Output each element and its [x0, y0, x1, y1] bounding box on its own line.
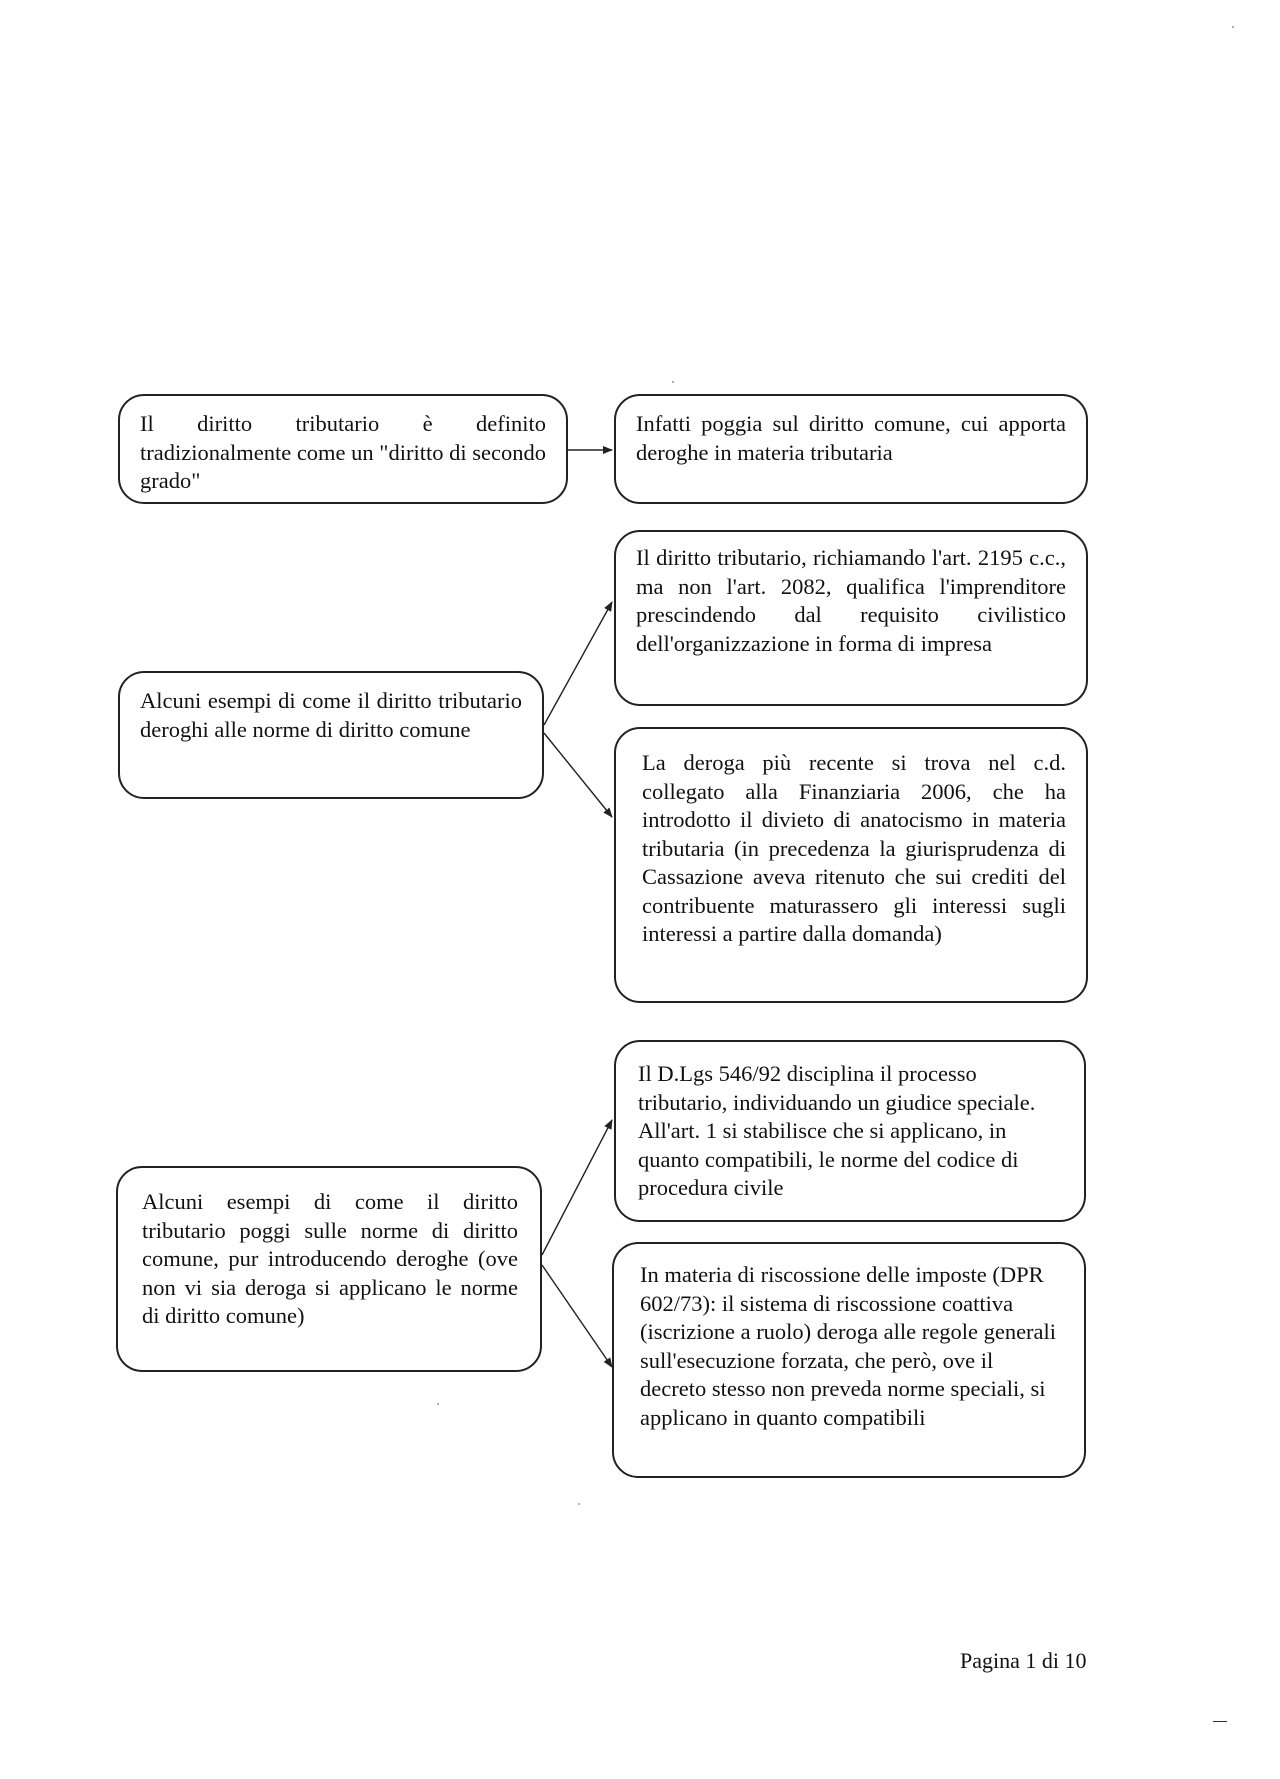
arrow-derogation-to-anatocism [544, 733, 612, 817]
arrow-derogation-to-entrepreneur [544, 602, 612, 725]
scan-speck [578, 1503, 580, 1505]
box-tax-process-text: Il D.Lgs 546/92 disciplina il processo tributario, individuando un giudice speciale. All'art. 1 si stabilisce che si applicano, in quanto compatibili, le norme del codice di procedura civile [638, 1061, 1036, 1200]
box-anatocism-ban-text: La deroga più recente si trova nel c.d. collegato alla Finanziaria 2006, che ha introdotto il divieto di anatocismo in materia tributaria (in precedenza la giurisprudenza di Cassazione aveva ritenuto che sui crediti del contribuente maturassero gli interessi sugli interessi a partire dalla domanda) [642, 750, 1066, 946]
scan-speck [437, 1403, 439, 1405]
scan-speck [1232, 26, 1234, 28]
arrow-common-law-to-tax-process [542, 1120, 612, 1255]
box-tax-collection-text: In materia di riscossione delle imposte (DPR 602/73): il sistema di riscossione coattiva (iscrizione a ruolo) deroga alle regole generali sull'esecuzione forzata, che però, ove il decreto stesso non preveda norme speciali, si applicano in quanto compatibili [640, 1262, 1057, 1430]
page-number: Pagina 1 di 10 [960, 1648, 1087, 1673]
arrow-common-law-to-tax-collection [542, 1265, 612, 1367]
box-common-law-examples-text: Alcuni esempi di come il diritto tributario poggi sulle norme di diritto comune, pur introducendo deroghe (ove non vi sia deroga si applicano le norme di diritto comune) [142, 1189, 518, 1328]
box-common-law-basis-text: Infatti poggia sul diritto comune, cui apporta deroghe in materia tributaria [636, 411, 1066, 465]
box-entrepreneur-qualification-text: Il diritto tributario, richiamando l'art. 2195 c.c., ma non l'art. 2082, qualifica l'imprenditore prescindendo dal requisito civilistico dell'organizzazione in forma di impresa [636, 545, 1066, 656]
box-definition-text: Il diritto tributario è definito tradizionalmente come un "diritto di secondo grado" [140, 411, 546, 493]
scan-speck [672, 381, 674, 383]
margin-dash [1213, 1721, 1227, 1722]
box-derogation-examples-text: Alcuni esempi di come il diritto tributario deroghi alle norme di diritto comune [140, 688, 522, 742]
